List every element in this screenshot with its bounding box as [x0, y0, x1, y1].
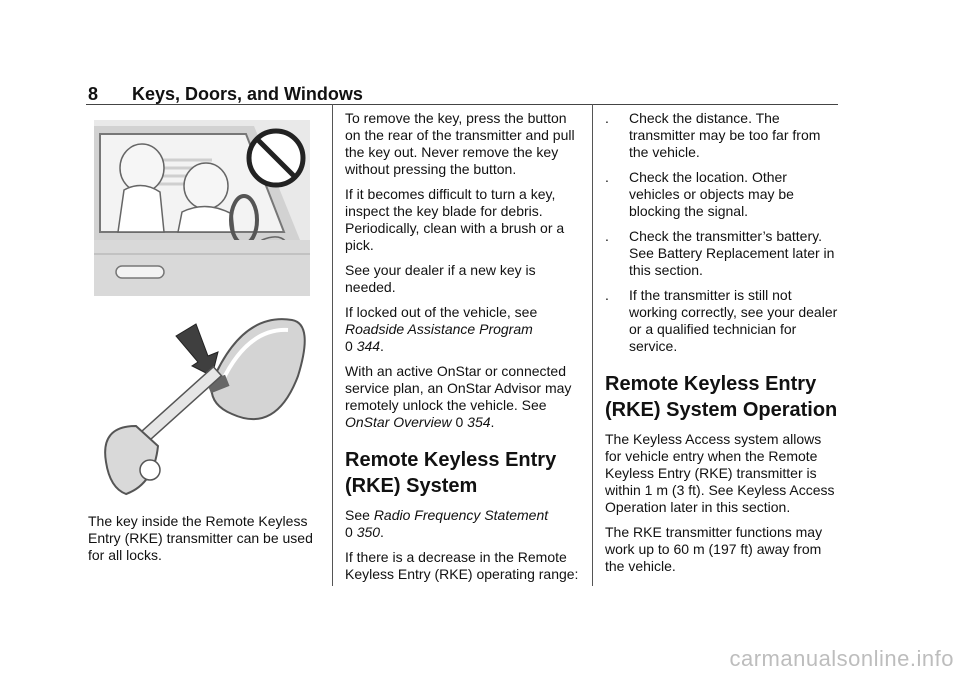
roadside-page-ref[interactable]: 344	[356, 338, 381, 354]
paragraph-key-debris: If it becomes difficult to turn a key, inspect the key blade for debris. Periodically, clean with a brush or a pick.	[345, 186, 565, 253]
bullet-item	[605, 287, 841, 355]
bullet-item	[605, 169, 841, 220]
column-divider-2	[592, 104, 593, 586]
locked-out-text: If locked out of the vehicle, see	[345, 304, 538, 320]
paragraph-range-decrease: If there is a decrease in the Remote Keyless Entry (RKE) operating range:	[345, 549, 579, 582]
bullet-item	[605, 110, 841, 161]
page-header	[88, 84, 363, 105]
header-rule	[86, 104, 838, 105]
roadside-assistance-link[interactable]: Roadside Assistance Program	[345, 321, 533, 337]
key-fob-transmitter-illustration	[92, 312, 312, 500]
paragraph-new-key: See your dealer if a new key is needed.	[345, 262, 536, 295]
paragraph-remove-key: To remove the key, press the button on the rear of the transmitter and pull the key out. Never remove the key without pressing the button.	[345, 110, 575, 177]
page-ref-symbol: 0	[345, 338, 353, 354]
paragraph-keyless-access: The Keyless Access system allows for vehicle entry when the Remote Keyless Entry (RKE) transmitter is within 1 m (3 ft). See Keyless Access Operation later in this section.	[605, 431, 835, 515]
page-ref-symbol: 0	[455, 414, 464, 430]
onstar-text: With an active OnStar or connected service plan, an OnStar Advisor may remotely unlock the vehicle. See	[345, 363, 572, 413]
bullet-marker: .	[605, 110, 609, 126]
paragraph-onstar: With an active OnStar or connected service plan, an OnStar Advisor may remotely unlock the vehicle. See OnStar Overview 0 354.	[345, 363, 572, 430]
children-in-vehicle-warning-illustration	[94, 120, 310, 296]
bullet-text: Check the distance. The transmitter may be too far from the vehicle.	[629, 110, 821, 160]
heading-rke-system: Remote Keyless Entry (RKE) System	[345, 449, 557, 497]
see-text: See	[345, 507, 370, 523]
column-3	[605, 110, 841, 583]
column-divider-1	[332, 104, 333, 586]
bullet-marker: .	[605, 228, 609, 244]
onstar-page-ref[interactable]: 354	[467, 414, 491, 430]
paragraph-locked-out: If locked out of the vehicle, see Roadside Assistance Program 0 344.	[345, 304, 538, 354]
column-1	[88, 513, 324, 572]
watermark: carmanualsonline.info	[729, 646, 954, 671]
paragraph-rke-range: The RKE transmitter functions may work up to 60 m (197 ft) away from the vehicle.	[605, 524, 823, 574]
bullet-marker: .	[605, 169, 609, 185]
onstar-overview-link[interactable]: OnStar Overview	[345, 414, 452, 430]
heading-rke-operation: Remote Keyless Entry (RKE) System Operation	[605, 373, 838, 421]
column-2	[345, 110, 580, 591]
page-ref-symbol: 0	[345, 524, 353, 540]
page-number: 8	[88, 84, 99, 104]
bullet-text: Check the transmitter’s battery. See Battery Replacement later in this section.	[629, 228, 835, 278]
paragraph-radio-frequency: See Radio Frequency Statement 0 350.	[345, 507, 549, 540]
section-title: Keys, Doors, and Windows	[132, 84, 363, 104]
bullet-text: If the transmitter is still not working correctly, see your dealer or a qualified technician for service.	[629, 287, 838, 354]
radio-frequency-statement-link[interactable]: Radio Frequency Statement	[373, 507, 549, 523]
radio-frequency-page-ref[interactable]: 350	[356, 524, 381, 540]
bullet-item	[605, 228, 841, 279]
bullet-marker: .	[605, 287, 609, 303]
bullet-text: Check the location. Other vehicles or objects may be blocking the signal.	[629, 169, 794, 219]
figure-caption: The key inside the Remote Keyless Entry (RKE) transmitter can be used for all locks.	[88, 513, 313, 563]
